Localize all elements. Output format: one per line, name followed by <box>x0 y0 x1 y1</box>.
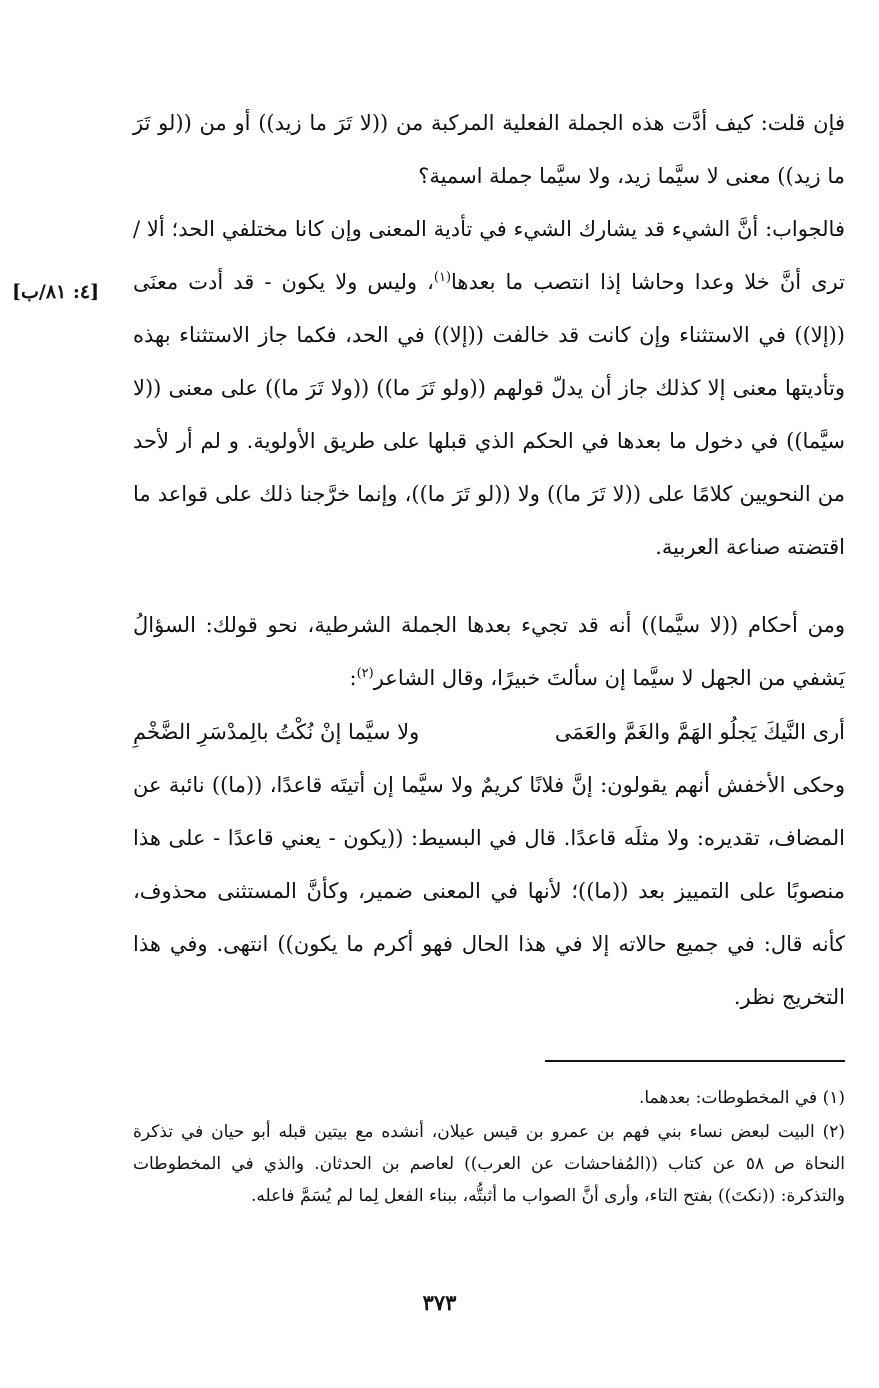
footnote-1: (١) في المخطوطات: بعدهما. <box>638 1088 845 1108</box>
paragraph-question: فإن قلت: كيف أدَّت هذه الجملة الفعلية المركبة من ((لا تَرَ ما زيد)) أو من ((لو تَرَ ما زيد)) معنى لا سيَّما زيد، ولا سيَّما جملة اسمية؟ <box>133 111 845 188</box>
footnotes <box>133 1082 845 1212</box>
paragraph-conditional <box>133 599 845 705</box>
paragraph-answer-part-b: ، وليس ولا يكون - قد أدت معنَى ((إلا)) في الاستثناء وإن كانت قد خالفت ((إلا)) في الحد، فكما جاز الاستثناء بهذه وتأديتها معنى إلا كذلك جاز أن يدلّ قولهم ((ولو تَرَ ما)) ((ولا تَرَ ما)) على معنى ((لا سيَّما)) في دخول ما بعدها في الحكم الذي قبلها على طريق الأولوية. و لم أر لأحد من النحويين كلامًا على ((لا تَرَ ما)) ولا ((لو تَرَ ما))، وإنما خرَّجنا ذلك على قواعد ما اقتضته صناعة العربية. <box>133 270 845 559</box>
margin-reference: [٤: ٨١/ب] <box>12 281 100 303</box>
paragraph-conditional-part-b: : <box>349 666 357 690</box>
verse-first-hemistich: أرى النَّيكَ يَجلُو الهَمَّ والغَمَّ والعَمَى <box>554 720 845 744</box>
page-number: ٣٧٣ <box>422 1290 457 1315</box>
paragraph-akhfash: وحكى الأخفش أنهم يقولون: إنَّ فلانًا كريمٌ ولا سيَّما إن أتيتَه قاعدًا، ((ما)) نائبة عن المضاف، تقديره: ولا مثلَه قاعدًا. قال في البسيط: ((يكون - يعني قاعدًا - على هذا منصوبًا على التمييز بعد ((ما))؛ لأنها في المعنى ضمير، وكأنَّ المستثنى محذوف، كأنه قال: في جميع حالاته إلا في هذا الحال فهو أكرم ما يكون)) انتهى. وفي هذا التخريج نظر. <box>133 773 845 1009</box>
paragraph-answer-part-a: فالجواب: أنَّ الشيء قد يشارك الشيء في تأدية المعنى وإن كانا مختلفي الحد؛ ألا /ترى أنَّ خلا وعدا وحاشا إذا انتصب ما بعدها <box>133 217 845 294</box>
paragraph-answer <box>133 203 845 574</box>
verse-second-hemistich: ولا سيَّما إنْ نُكْتُ بالِمدْسَرِ الضَّخْمِ <box>133 720 420 744</box>
paragraph-conditional-part-a: ومن أحكام ((لا سيَّما)) أنه قد تجيء بعدها الجملة الشرطية، نحو قولك: السؤالُ يَشفي من الجهل لا سيَّما إن سألتَ خبيرًا، وقال الشاعر <box>133 613 845 690</box>
footnote-separator <box>545 1060 845 1062</box>
footnote-marker-2: (٢) <box>356 666 374 681</box>
footnote-2: (٢) البيت لبعض نساء بني فهم بن عمرو بن قيس عيلان، أنشده مع بيتين قبله أبو حيان في تذكرة النحاة ص ٥٨ عن كتاب ((المُفاحشات عن العرب)) لعاصم بن الحدثان. والذي في المخطوطات والتذكرة: ((نكتَ)) بفتح التاء، وأرى أنَّ الصواب ما أثبتُّه، ببناء الفعل لِما لم يُسَمَّ فاعله. <box>133 1122 845 1206</box>
footnote-marker-1: (١) <box>433 270 452 285</box>
poetry-verse <box>133 706 845 759</box>
